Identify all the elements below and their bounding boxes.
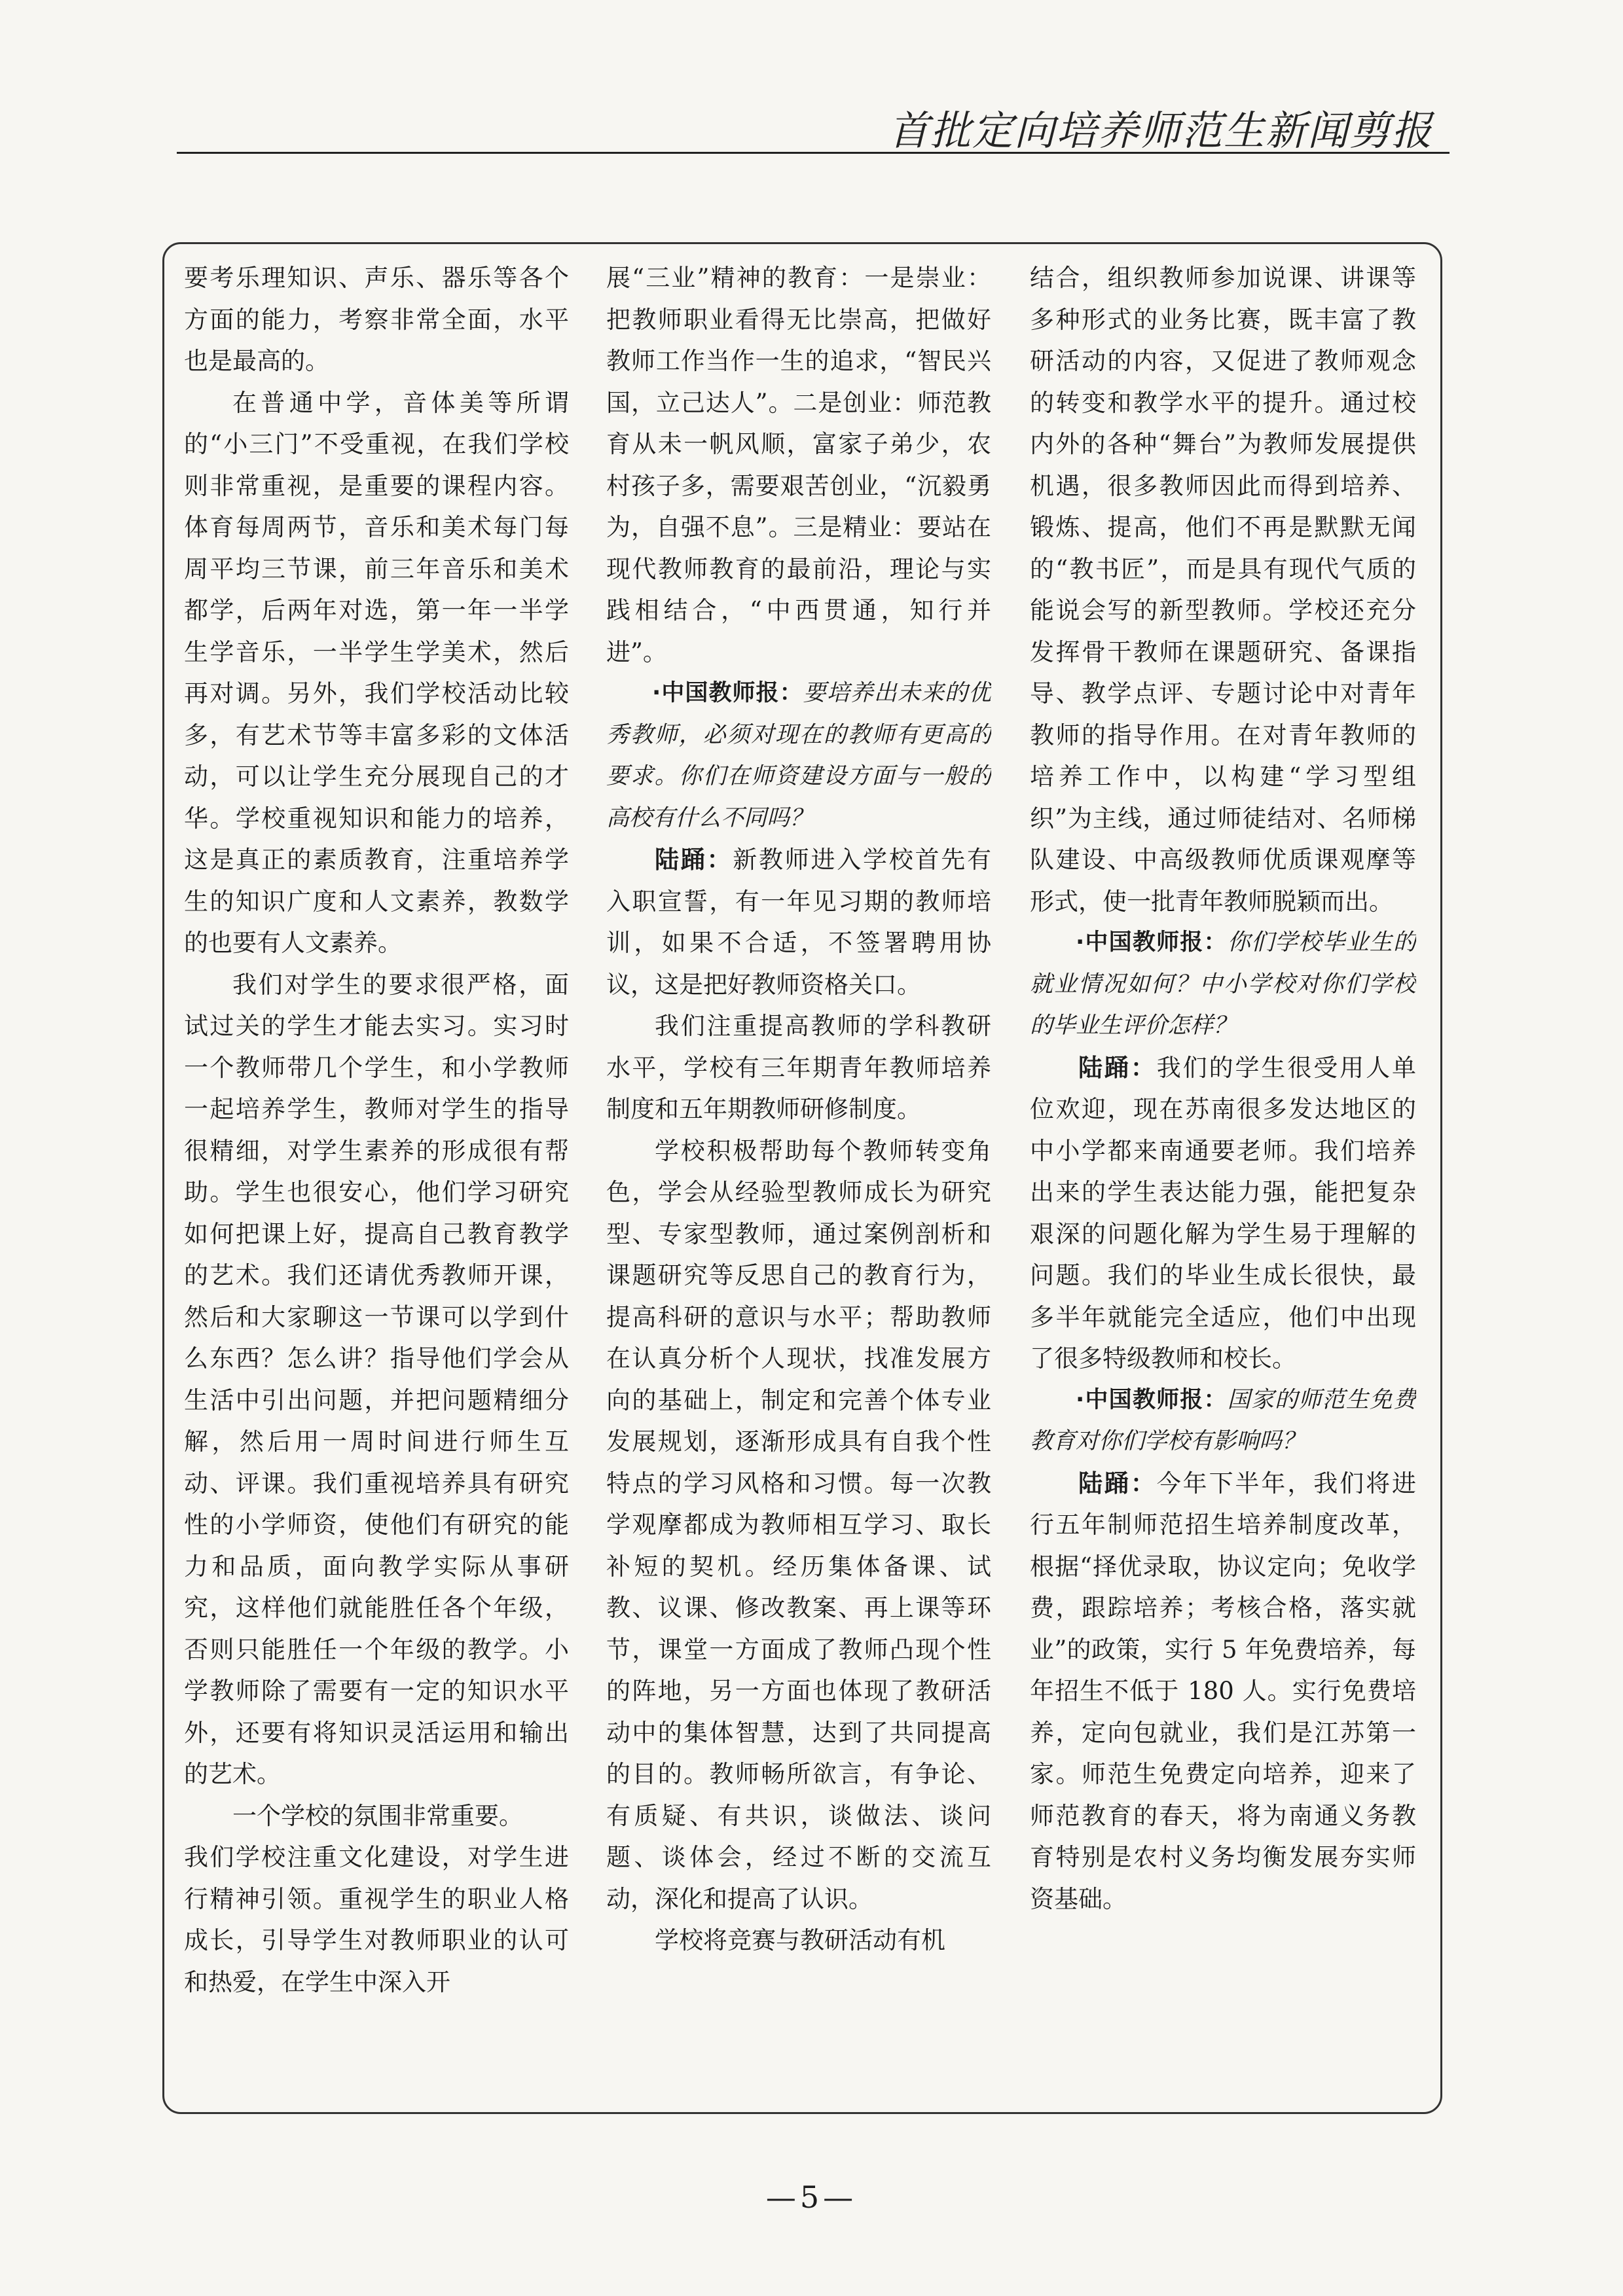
question-source-label: ·中国教师报： — [1076, 929, 1228, 956]
paragraph: 在普通中学，音体美等所谓的“小三门”不受重视，在我们学校则非常重视，是重要的课程内容。体育每周两节，音乐和美术每门每周平均三节课，前三年音乐和美术都学，后两年对选，第一年一半学生学音乐，一半学生学美术，然后再对调。另外，我们学校活动比较多，有艺术节等丰富多彩的文体活动，可以让学生充分展现自己的才华。学校重视知识和能力的培养，这是真正的素质教育，注重培养学生的知识广度和人文素养，教数学的也要有人文素养。 — [184, 388, 569, 957]
paragraph: 一个学校的氛围非常重要。 — [232, 1801, 523, 1830]
answer-speaker-label: 陆踊： — [655, 845, 733, 874]
paragraph: 我们对学生的要求很严格，面试过关的学生才能去实习。实习时一个教师带几个学生，和小学教师一起培养学生，教师对学生的指导很精细，对学生素养的形成很有帮助。学生也很安心，他们学习研究如何把课上好，提高自己教育教学的艺术。我们还请优秀教师开课，然后和大家聊这一节课可以学到什么东西？怎么讲？指导他们学会从生活中引出问题，并把问题精细分解，然后用一周时间进行师生互动、评课。我们重视培养具有研究性的小学师资，使他们有研究的能力和品质，面向教学实际从事研究，这样他们就能胜任各个年级，否则只能胜任一个年级的教学。小学教师除了需要有一定的知识水平外，还要有将知识灵活运用和输出的艺术。 — [184, 970, 569, 1788]
answer-text: 新教师进入学校首先有入职宣誓，有一年见习期的教师培训，如果不合适，不签署聘用协议，这是把好教师资格关口。 — [606, 846, 991, 999]
interview-question — [606, 673, 991, 839]
question-source-label: ·中国教师报： — [1076, 1386, 1228, 1413]
interview-answer — [1030, 1047, 1416, 1380]
answer-speaker-label: 陆踊： — [1078, 1052, 1157, 1082]
paragraph-continued: 我们学校注重文化建设，对学生进行精神引领。重视学生的职业人格成长，引导学生对教师职业的认可和热爱，在学生中深入开 — [184, 1843, 569, 1996]
interview-answer — [606, 839, 991, 1005]
question-text: 国家的师范生免费教育对你们学校有影响吗？ — [1030, 1386, 1416, 1454]
answer-speaker-label: 陆踊： — [1078, 1468, 1157, 1498]
article-column-1 — [184, 257, 569, 2099]
interview-question — [1030, 922, 1416, 1047]
header-title: 首批定向培养师范生新闻剪报 — [888, 107, 1433, 154]
interview-question — [1030, 1380, 1416, 1463]
paragraph-continued: 要考乐理知识、声乐、器乐等各个方面的能力，考察非常全面，水平也是最高的。 — [184, 264, 569, 375]
page-number: —5— — [765, 2179, 858, 2215]
paragraph-continued: 展“三业”精神的教育：一是崇业：把教师职业看得无比崇高，把做好教师工作当作一生的追求，“智民兴国，立己达人”。二是创业：师范教育从未一帆风顺，富家子弟少，农村孩子多，需要艰苦创业，“沉毅勇为，自强不息”。三是精业：要站在现代教师教育的最前沿，理论与实践相结合，“中西贯通，知行并进”。 — [606, 264, 991, 666]
question-text: 你们学校毕业生的就业情况如何？中小学校对你们学校的毕业生评价怎样？ — [1030, 929, 1416, 1039]
paragraph: 学校将竞赛与教研活动有机 — [655, 1926, 945, 1954]
article-frame — [162, 242, 1442, 2114]
question-text: 要培养出未来的优秀教师，必须对现在的教师有更高的要求。你们在师资建设方面与一般的高校有什么不同吗？ — [606, 680, 991, 831]
paragraph: 我们注重提高教师的学科教研水平，学校有三年期青年教师培养制度和五年期教师研修制度。 — [606, 1012, 991, 1123]
article-column-3 — [1030, 257, 1416, 2099]
answer-text: 我们的学生很受用人单位欢迎，现在苏南很多发达地区的中小学都来南通要老师。我们培养出来的学生表达能力强，能把复杂艰深的问题化解为学生易于理解的问题。我们的毕业生成长很快，最多半年就能完全适应，他们中出现了很多特级教师和校长。 — [1030, 1053, 1416, 1372]
paragraph: 学校积极帮助每个教师转变角色，学会从经验型教师成长为研究型、专家型教师，通过案例剖析和课题研究等反思自己的教育行为，提高科研的意识与水平；帮助教师在认真分析个人现状，找准发展方向的基础上，制定和完善个体专业发展规划，逐渐形成具有自我个性特点的学习风格和习惯。每一次教学观摩都成为教师相互学习、取长补短的契机。经历集体备课、试教、议课、修改教案、再上课等环节，课堂一方面成了教师凸现个性的阵地，另一方面也体现了教研活动中的集体智慧，达到了共同提高的目的。教师畅所欲言，有争论、有质疑、有共识，谈做法、谈问题、谈体会，经过不断的交流互动，深化和提高了认识。 — [606, 1136, 991, 1913]
question-source-label: ·中国教师报： — [652, 680, 803, 706]
paragraph-continued: 结合，组织教师参加说课、讲课等多种形式的业务比赛，既丰富了教研活动的内容，又促进了教师观念的转变和教学水平的提升。通过校内外的各种“舞台”为教师发展提供机遇，很多教师因此而得到培养、锻炼、提高，他们不再是默默无闻的“教书匠”，而是具有现代气质的能说会写的新型教师。学校还充分发挥骨干教师在课题研究、备课指导、教学点评、专题讨论中对青年教师的指导作用。在对青年教师的培养工作中，以构建“学习型组织”为主线，通过师徒结对、名师梯队建设、中高级教师优质课观摩等形式，使一批青年教师脱颖而出。 — [1030, 264, 1416, 916]
interview-answer — [1030, 1463, 1416, 1920]
answer-text: 今年下半年，我们将进行五年制师范招生培养制度改革，根据“择优录取，协议定向；免收学费，跟踪培养；考核合格，落实就业”的政策，实行 5 年免费培养，每年招生不低于 180 人。实行免费培养，定向包就业，我们是江苏第一家。师范生免费定向培养，迎来了师范教育的春天，将为南通义务教育特别是农村义务均衡发展夯实师资基础。 — [1030, 1469, 1416, 1913]
header-rule — [177, 152, 1450, 154]
article-column-2 — [606, 257, 991, 2099]
